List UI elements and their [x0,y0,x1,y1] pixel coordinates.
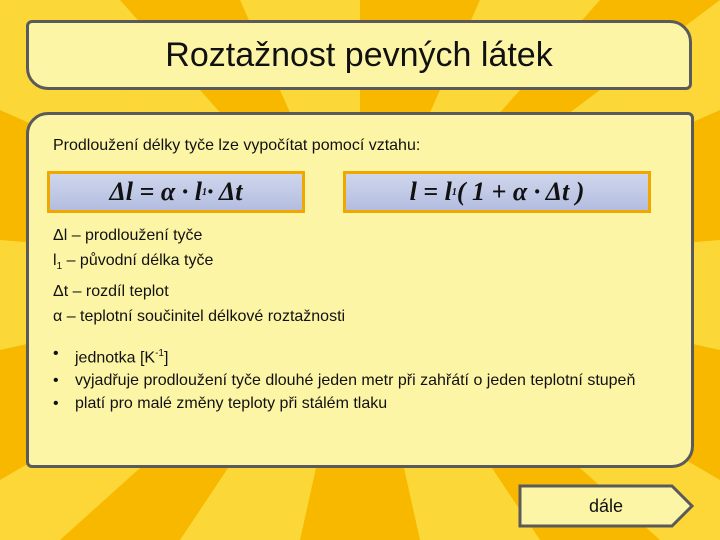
definition-l1-subscript: 1 [56,261,63,273]
bullet-list [53,342,653,415]
content-panel [26,112,694,468]
formula2-subscript: 1 [451,186,457,198]
formula-elongation [47,171,305,213]
formula2-part-b: ( 1 + α · Δt ) [456,177,585,206]
definitions-list [53,223,345,329]
bullet-unit-sup: -1 [155,348,164,359]
formula1-part-b: · Δt [206,177,243,206]
formula1-part-a: Δl = α · l [109,177,202,206]
formula1-subscript: 1 [201,186,207,198]
title-panel [26,20,692,90]
bullet-unit-pre: jednotka [K [75,349,156,367]
bullet-unit-post: ] [163,349,169,367]
definition-l1-symbol: l [53,252,57,269]
slide-title: Roztažnost pevných látek [165,35,553,74]
definition-alpha: α – teplotní součinitel délkové roztažnosti [53,308,346,326]
formula2-part-a: l = l [409,177,452,206]
definition-l1-text: – původní délka tyče [62,252,214,269]
definition-l1 [53,248,345,279]
next-button[interactable] [518,484,694,528]
list-item [53,392,653,415]
bullet-meaning: vyjadřuje prodloužení tyče dlouhé jeden metr při zahřátí o jeden teplotní stupeň [75,372,636,390]
bullet-unit [75,342,168,369]
definition-delta-t: Δt – rozdíl teplot [53,283,169,301]
bullet-marker: • [53,395,59,413]
list-item [53,369,653,392]
bullet-marker: • [53,345,59,362]
formula-length [343,171,651,213]
next-button-label: dále [588,495,624,516]
bullet-validity: platí pro malé změny teploty při stálém tlaku [75,395,388,413]
definition-delta-l: Δl – prodloužení tyče [53,227,203,244]
bullet-marker: • [53,372,59,390]
list-item [53,342,653,369]
intro-text: Prodloužení délky tyče lze vypočítat pomocí vztahu: [53,137,421,154]
